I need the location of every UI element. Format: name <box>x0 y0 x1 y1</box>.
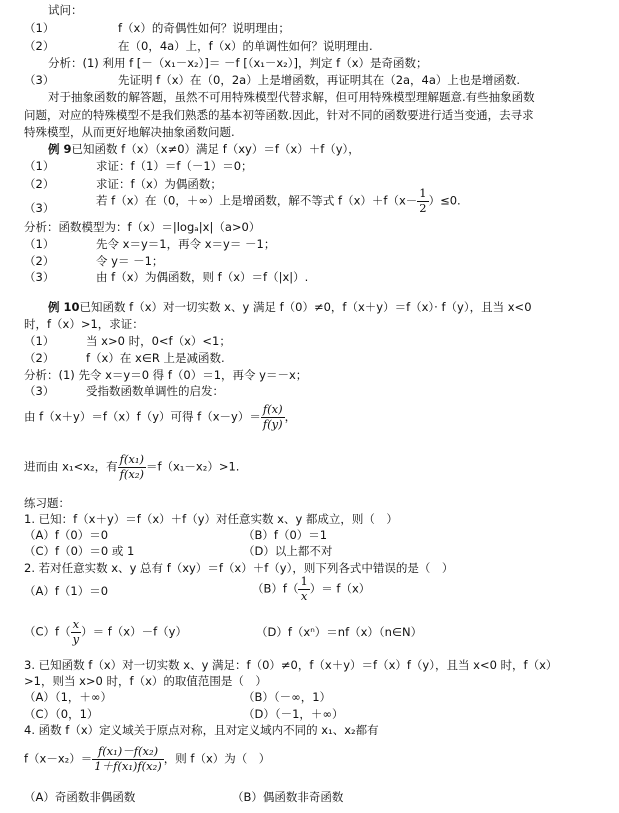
practice-q2: 2. 若对任意实数 x、y 总有 f（xy）＝f（x）＋f（y），则下列各式中错误的是（ ） <box>24 561 454 575</box>
practice-q1: 1. 已知：f（x＋y）＝f（x）＋f（y）对任意实数 x、y 都成立，则（ ） <box>24 512 398 526</box>
example-10-part-2-text: f（x）在 x∈R 上是减函数. <box>86 351 225 365</box>
example-10-label: 例 10 <box>48 300 80 314</box>
example-10-stem <box>48 302 532 314</box>
example-10-derivation <box>24 404 296 430</box>
q2c-pre: （C）f（ <box>24 624 71 639</box>
example-9-part-2-number: （2） <box>24 177 55 191</box>
example-9-part-3-number: （3） <box>24 201 55 215</box>
fraction-numerator: 1 <box>419 186 427 200</box>
example-10-stem-line-2: 时，f（x）>1，求证： <box>24 317 144 331</box>
practice-q4-option-a: （A）奇函数非偶函数 <box>24 790 136 804</box>
intro-q3-text: 先证明 f（x）在（0，2a）上是增函数，再证明其在（2a，4a）上也是增函数. <box>118 73 521 87</box>
example-9-label: 例 9 <box>48 142 72 156</box>
practice-q4: 4. 函数 f（x）定义域关于原点对称，且对定义域内不同的 x₁、x₂都有 <box>24 723 379 737</box>
practice-q4-option-b: （B）偶函数非奇函数 <box>232 790 344 804</box>
example-9-analysis-2-number: （2） <box>24 254 55 268</box>
example-9-analysis-1-text: 先令 x＝y＝1，再令 x＝y＝ －1； <box>96 237 276 251</box>
example-10-analysis-3-number: （3） <box>24 384 55 398</box>
fraction-numerator: x <box>72 617 80 631</box>
example-10-analysis: 分析：(1) 先令 x＝y＝0 得 f（0）＝1，再令 y＝－x； <box>24 368 308 382</box>
example-9-part-3-post: ）≤0. <box>428 193 461 208</box>
q2c-fraction <box>71 619 82 645</box>
q4-pre: f（x－x₂）＝ <box>24 751 93 766</box>
example-9-analysis-2-text: 令 y＝ －1； <box>96 254 164 268</box>
example-10-part-2-number: （2） <box>24 351 55 365</box>
example-10-conclusion <box>24 454 239 480</box>
fraction-denominator: x <box>300 588 308 603</box>
practice-q2-option-a: （A）f（1）＝0 <box>24 584 109 598</box>
practice-title: 练习题： <box>24 496 70 510</box>
q2c-post: ）＝ f（x）－f（y） <box>81 624 187 639</box>
practice-q3-option-b: （B）（－∞，1） <box>243 690 332 704</box>
practice-q1-option-a: （A）f（0）＝0 <box>24 528 109 542</box>
fraction-denominator: f(x₂) <box>119 466 144 481</box>
derivation-post: ， <box>284 409 297 424</box>
q4-post: ，则 f（x）为（ ） <box>163 751 271 766</box>
example-10-statement: 已知函数 f（x）对一切实数 x、y 满足 f（0）≠0，f（x＋y）＝f（x）· f（y），且当 x<0 <box>79 300 532 314</box>
intro-q3-number: （3） <box>24 73 55 87</box>
practice-q2-option-b <box>252 576 370 602</box>
conclusion-post: ＝f（x₁－x₂）>1. <box>145 459 240 474</box>
fraction-denominator: f(y) <box>262 416 283 431</box>
intro-q2-number: （2） <box>24 39 55 53</box>
fraction-numerator: 1 <box>300 574 308 588</box>
example-9-stem <box>48 144 360 156</box>
fraction-denominator: y <box>72 631 80 646</box>
q4-fraction <box>92 746 163 772</box>
example-9-statement: 已知函数 f（x）（x≠0）满足 f（xy）＝f（x）＋f（y）， <box>71 142 360 156</box>
fraction-denominator: 1＋f(x₁)f(x₂) <box>94 758 162 773</box>
fraction-numerator: f(x) <box>261 404 285 418</box>
example-9-part-2-text: 求证：f（x）为偶函数； <box>96 177 222 191</box>
practice-q3-option-d: （D）（－1，＋∞） <box>243 707 344 721</box>
intro-question-label: 试问： <box>48 3 83 17</box>
practice-q3-line-2: >1，则当 x>0 时，f（x）的取值范围是（ ） <box>24 674 267 688</box>
practice-q1-option-c: （C）f（0）＝0 或 1 <box>24 544 135 558</box>
derivation-pre: 由 f（x＋y）＝f（x）f（y）可得 f（x－y）＝ <box>24 409 261 424</box>
example-9-fraction <box>417 188 428 214</box>
example-10-part-1-number: （1） <box>24 334 55 348</box>
practice-q2-option-d: （D）f（xⁿ）＝nf（x）（n∈N） <box>256 625 423 639</box>
q2b-post: ）＝ f（x） <box>309 581 371 596</box>
example-9-analysis-3-text: 由 f（x）为偶函数，则 f（x）＝f（|x|）. <box>96 270 309 284</box>
practice-q3-line-1: 3. 已知函数 f（x）对一切实数 x、y 满足：f（0）≠0，f（x＋y）＝f（x）f（y），且当 x<0 时，f（x） <box>24 658 558 672</box>
example-9-part-3-pre: 若 f（x）在（0，＋∞）上是增函数，解不等式 f（x）＋f（x－ <box>96 193 418 208</box>
practice-q4-formula <box>24 746 270 772</box>
example-9-part-1-number: （1） <box>24 159 55 173</box>
intro-paragraph-line-3: 特殊模型，从而更好地解决抽象函数问题. <box>24 125 235 139</box>
practice-q1-option-b: （B）f（0）＝1 <box>243 528 328 542</box>
intro-q1-number: （1） <box>24 21 55 35</box>
conclusion-fraction <box>118 454 146 480</box>
practice-q1-option-d: （D）以上都不对 <box>243 544 333 558</box>
example-10-part-1-text: 当 x>0 时，0<f（x）<1； <box>86 334 231 348</box>
example-9-analysis-1-number: （1） <box>24 237 55 251</box>
fraction-denominator: 2 <box>419 200 427 215</box>
example-9-part-1-text: 求证：f（1）＝f（－1）＝0； <box>96 159 253 173</box>
example-9-analysis-title: 分析：函数模型为：f（x）＝|logₐ|x|（a>0） <box>24 220 261 234</box>
intro-paragraph-line-2: 问题，对应的特殊模型不是我们熟悉的基本初等函数.因此，针对不同的函数要进行适当变通，去寻求 <box>24 108 534 122</box>
derivation-fraction <box>261 404 285 430</box>
conclusion-pre: 进而由 x₁<x₂，有 <box>24 459 118 474</box>
fraction-numerator: f(x₁) <box>119 452 144 466</box>
q2b-pre: （B）f（ <box>252 581 299 596</box>
q2b-fraction <box>298 576 309 602</box>
example-9-part-3 <box>96 188 461 214</box>
practice-q2-option-c <box>24 619 187 645</box>
practice-q3-option-c: （C）（0，1） <box>24 707 99 721</box>
practice-q3-option-a: （A）（1，＋∞） <box>24 690 113 704</box>
intro-q1-text: f（x）的奇偶性如何？说明理由； <box>118 21 290 35</box>
intro-analysis-1: 分析：(1) 利用 f [－（x₁－x₂）]＝ －f [（x₁－x₂）]，判定 f（x）是奇函数； <box>48 56 428 70</box>
example-10-analysis-3-text: 受指数函数单调性的启发： <box>86 384 224 398</box>
example-9-analysis-3-number: （3） <box>24 270 55 284</box>
intro-paragraph-line-1: 对于抽象函数的解答题，虽然不可用特殊模型代替求解，但可用特殊模型理解题意.有些抽象函数 <box>48 90 535 104</box>
intro-q2-text: 在（0，4a）上，f（x）的单调性如何？说明理由. <box>118 39 373 53</box>
fraction-numerator: f(x₁)－f(x₂) <box>92 746 163 760</box>
